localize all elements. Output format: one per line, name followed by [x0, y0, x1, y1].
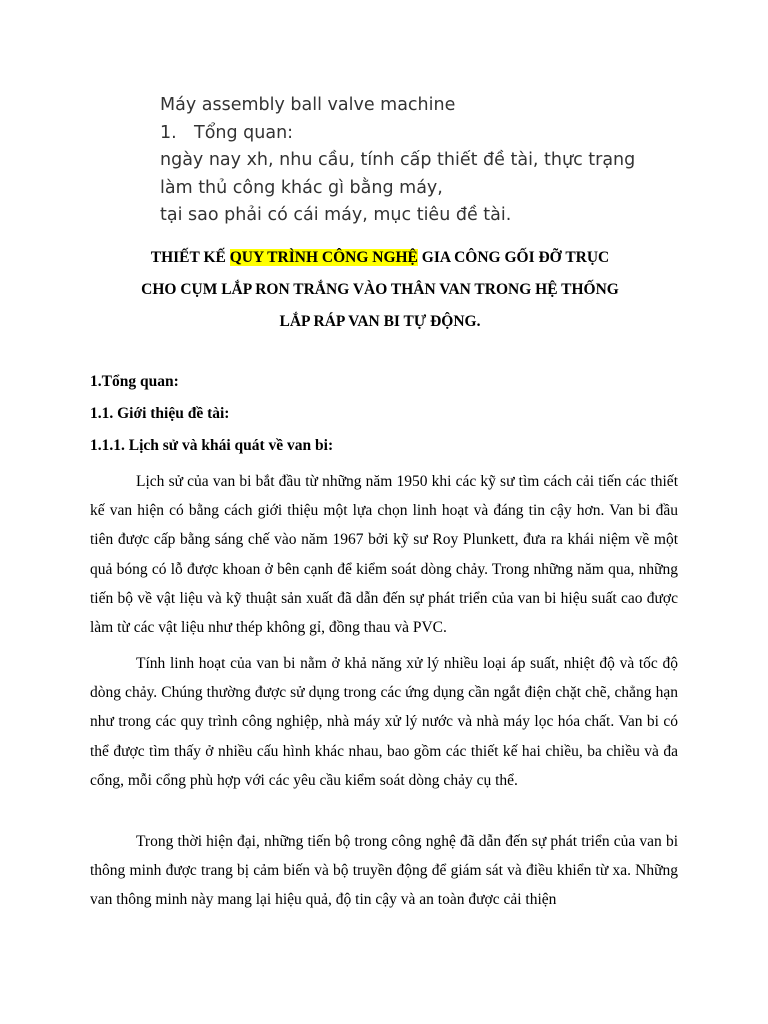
note-number: 1. — [160, 122, 177, 143]
note-line-1: Máy assembly ball valve machine — [160, 95, 456, 115]
paragraph-3: Trong thời hiện đại, những tiến bộ trong công nghệ đã dẫn đến sự phát triển của van bi thông minh được trang bị cảm biến và bộ truyền động để giám sát và điều khiển từ xa. Những van thông minh này mang lại hiệu quả, độ tin cậy và an toàn được cải thiện — [90, 833, 678, 909]
title-highlight: QUY TRÌNH CÔNG NGHỆ — [229, 249, 418, 266]
title-line-3: LẮP RÁP VAN BI TỰ ĐỘNG. — [279, 313, 481, 330]
heading-1: 1.Tổng quan: — [90, 373, 179, 390]
document-title — [60, 242, 700, 338]
paragraph-2: Tính linh hoạt của van bi nằm ở khả năng xử lý nhiều loại áp suất, nhiệt độ và tốc độ dòng chảy. Chúng thường được sử dụng trong các ứng dụng cần ngắt điện chặt chẽ, chẳng hạn như trong các quy trình công nghiệp, nhà máy xử lý nước và nhà máy lọc hóa chất. Van bi có thể được tìm thấy ở nhiều cấu hình khác nhau, bao gồm các thiết kế hai chiều, ba chiều và đa cổng, mỗi cổng phù hợp với các yêu cầu kiểm soát dòng chảy cụ thể. — [90, 655, 678, 789]
title-line-1-post: GIA CÔNG GỐI ĐỠ TRỤC — [417, 249, 610, 266]
heading-1-1: 1.1. Giới thiệu đề tài: — [90, 405, 230, 422]
title-line-1-pre: THIẾT KẾ — [150, 249, 230, 266]
note-line-2-text: Tổng quan: — [194, 122, 294, 143]
handwritten-notes — [160, 92, 720, 230]
note-line-4: làm thủ công khác gì bằng máy, — [160, 177, 443, 198]
note-line-3: ngày nay xh, nhu cầu, tính cấp thiết đề tài, thực trạng — [160, 150, 636, 170]
paragraph-1: Lịch sử của van bi bắt đầu từ những năm 1950 khi các kỹ sư tìm cách cải tiến các thiết kế van hiện có bằng cách giới thiệu một lựa chọn linh hoạt và đáng tin cậy hơn. Van bi đầu tiên được cấp bằng sáng chế vào năm 1967 bởi kỹ sư Roy Plunkett, đưa ra khái niệm về một quả bóng có lỗ được khoan ở bên cạnh để kiểm soát dòng chảy. Trong những năm qua, những tiến bộ về vật liệu và kỹ thuật sản xuất đã dẫn đến sự phát triển của van bi hiệu suất cao được làm từ các vật liệu như thép không gỉ, đồng thau và PVC. — [90, 473, 678, 637]
title-line-2: CHO CỤM LẮP RON TRẮNG VÀO THÂN VAN TRONG HỆ THỐNG — [141, 281, 619, 298]
note-line-2 — [160, 120, 720, 148]
title-line-1 — [60, 242, 700, 274]
note-line-5: tại sao phải có cái máy, mục tiêu đề tài. — [160, 205, 512, 225]
heading-1-1-1: 1.1.1. Lịch sử và khái quát về van bi: — [90, 437, 334, 454]
